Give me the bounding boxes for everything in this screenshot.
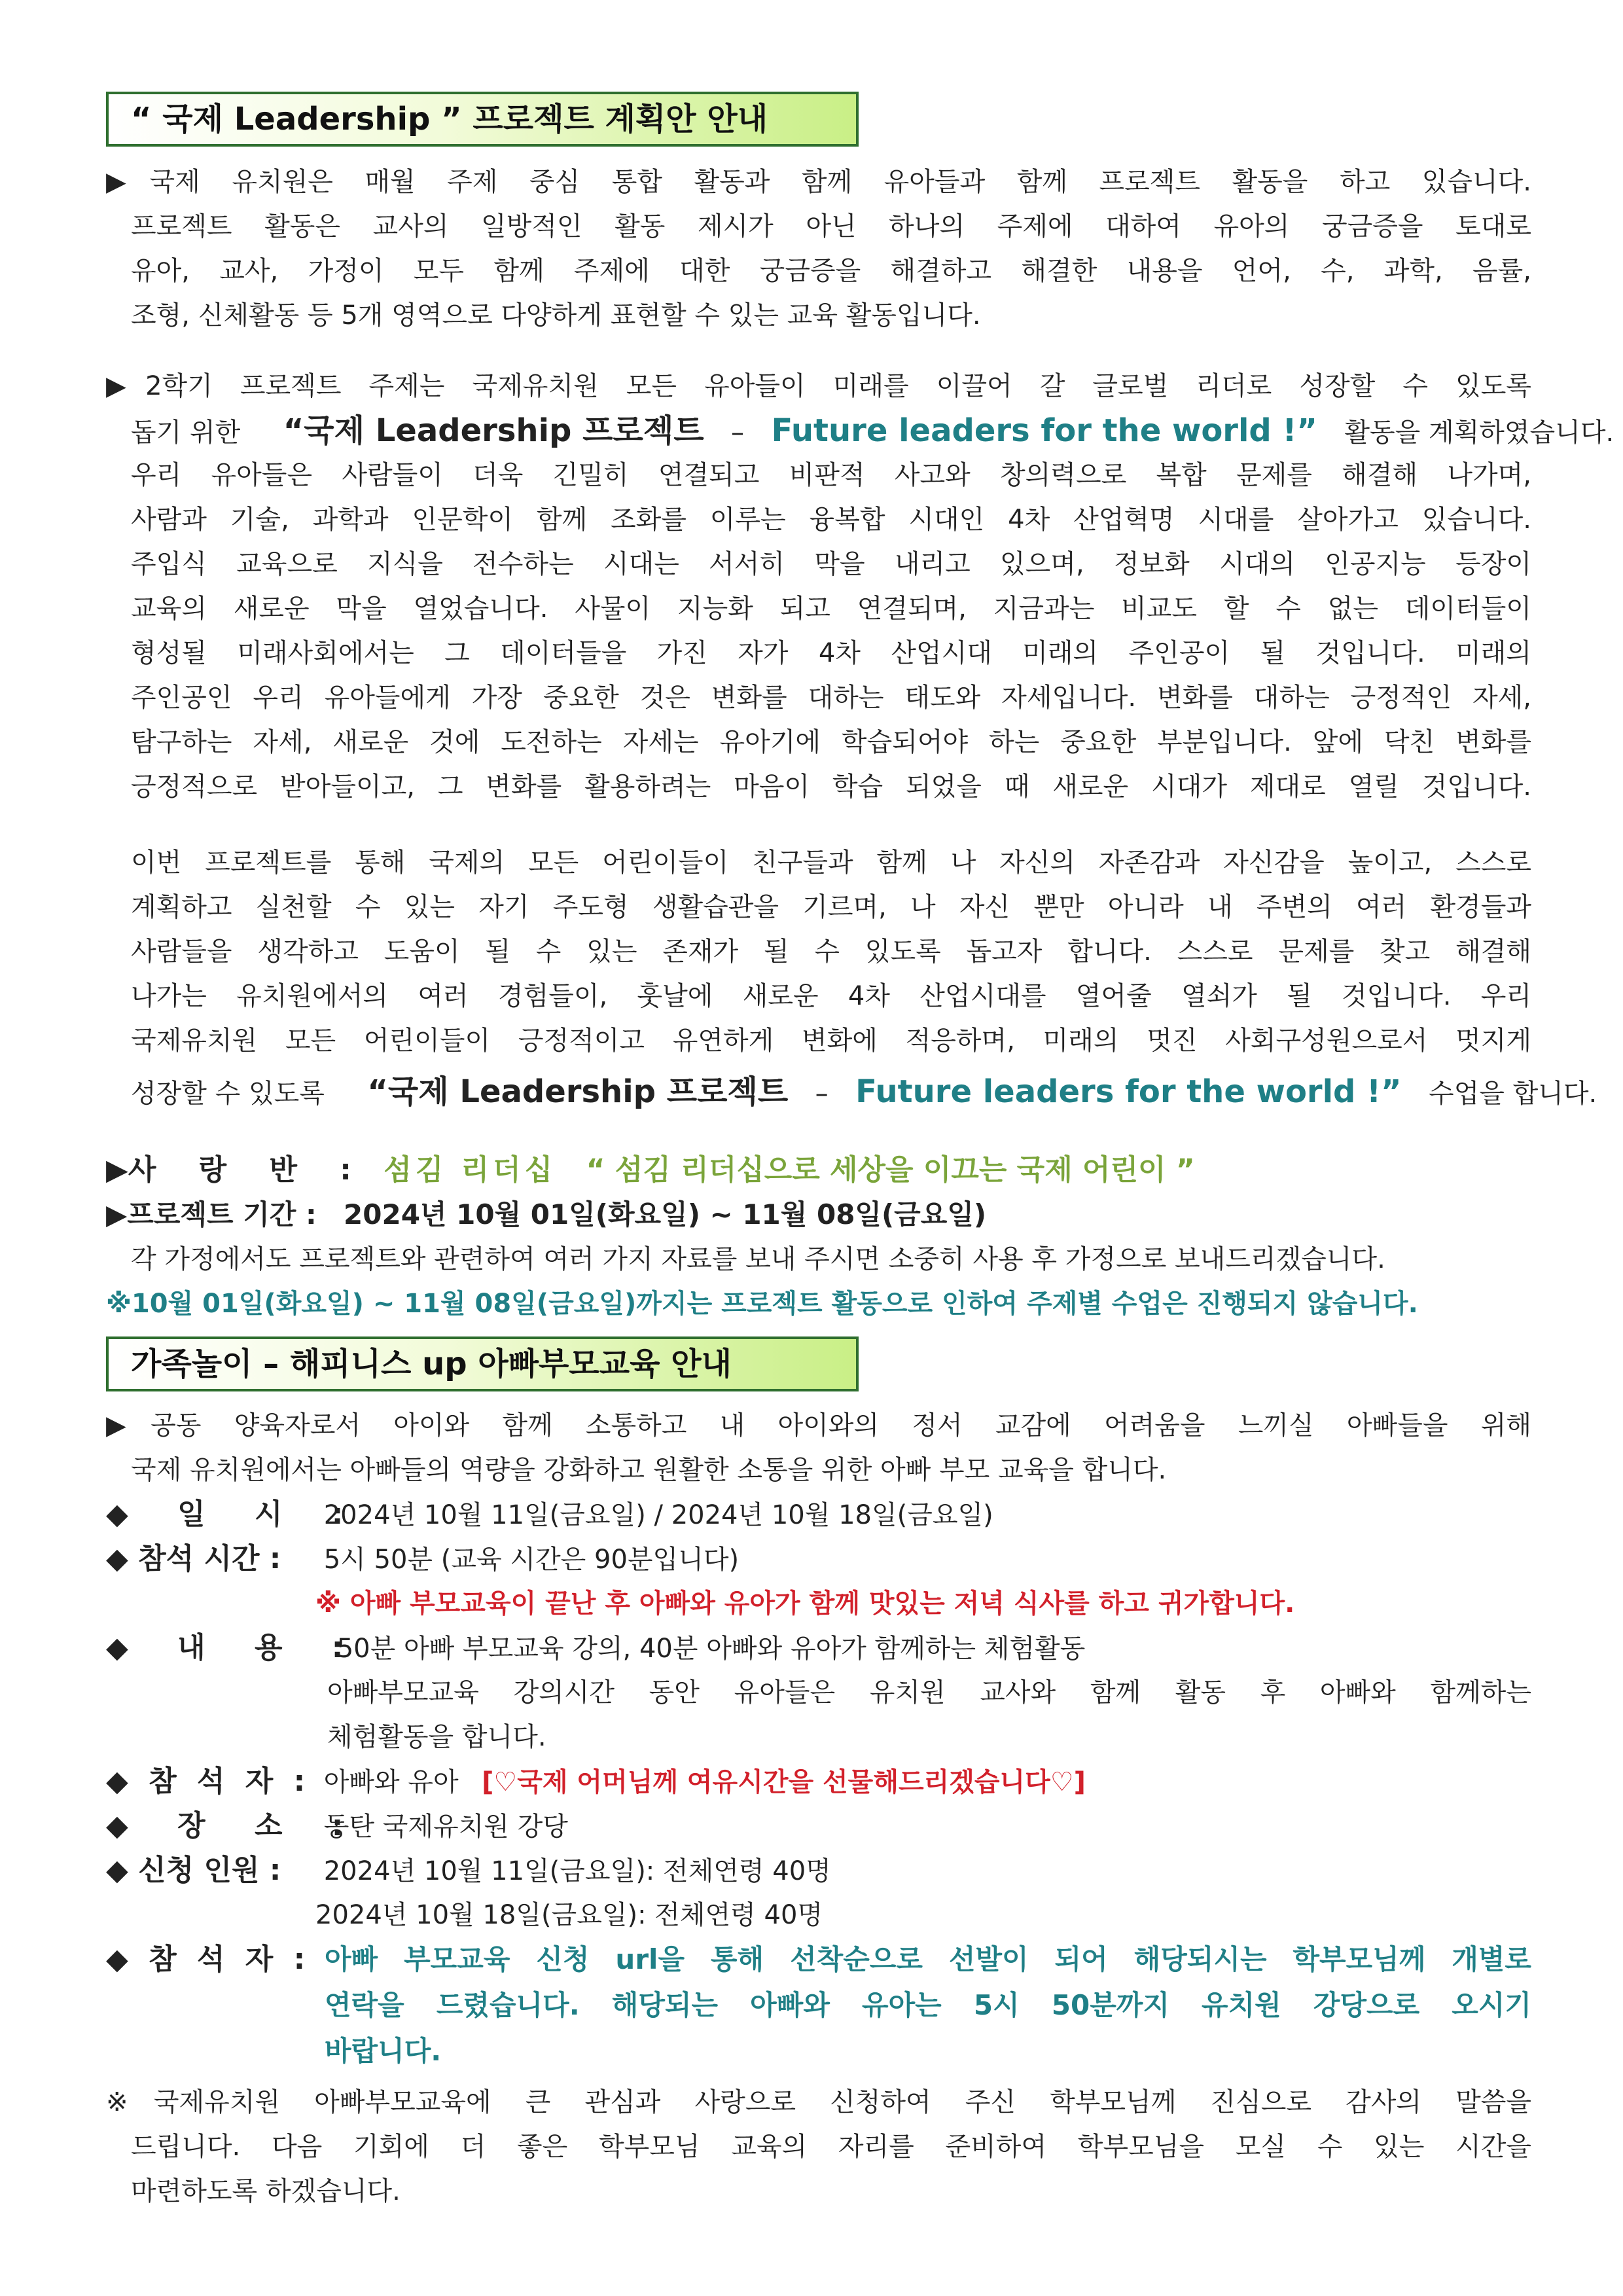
theme-slogan: Future leaders for the world !” <box>771 412 1317 449</box>
content-value: 50분 아빠 부모교육 강의, 40분 아빠와 유아가 함께하는 체험활동 <box>336 1634 1086 1664</box>
project-body2-line: 국제유치원 모든 어린이들이 긍정적이고 유연하게 변화에 적응하며, 미래의 멋진 사회구성원으로서 멋지게 <box>131 1026 1531 1056</box>
project-body-line: 우리 유아들은 사람들이 더욱 긴밀히 연결되고 비판적 사고와 창의력으로 복합 문제를 해결해 나가며, <box>131 460 1531 490</box>
notify-line: 바랍니다. <box>325 2035 442 2067</box>
project-body2-line: 이번 프로젝트를 통해 국제의 모든 어린이들이 친구들과 함께 나 자신의 자존감과 자신감을 높이고, 스스로 <box>131 848 1531 878</box>
time-label: ◆ 참석 시간 : <box>106 1542 281 1575</box>
project-request-line: 각 가정에서도 프로젝트와 관련하여 여러 가지 자료를 보내 주시면 소중히 사용 후 가정으로 보내드리겠습니다. <box>131 1244 1385 1274</box>
project-section-banner: “ 국제 Leadership ” 프로젝트 계획안 안내 <box>106 92 859 147</box>
attendee-value: 아빠와 유아 <box>323 1767 459 1797</box>
project-body-line: 주인공인 우리 유아들에게 가장 중요한 것은 변화를 대하는 태도와 자세입니다. 변화를 대하는 긍정적인 자세, <box>131 683 1531 713</box>
project-intro-line: 유아, 교사, 가정이 모두 함께 주제에 대한 궁금증을 해결하고 해결한 내용을 언어, 수, 과학, 음률, <box>131 256 1531 286</box>
date-label: ◆ 일 시 : <box>106 1498 344 1531</box>
project-intro-line: ▶국제 유치원은 매월 주제 중심 통합 활동과 함께 유아들과 함께 프로젝트 활동을 하고 있습니다. <box>106 167 1531 197</box>
attendee-label: ◆ 참 석 자 : <box>106 1765 311 1798</box>
project-body2-line: 사람들을 생각하고 도움이 될 수 있는 존재가 될 수 있도록 돕고자 합니다. 스스로 문제를 찾고 해결해 <box>131 937 1531 967</box>
place-value: 동탄 국제유치원 강당 <box>323 1812 568 1842</box>
class-info-line <box>106 1147 1531 1194</box>
project-notice-line: ※10월 01일(화요일) ~ 11월 08일(금요일)까지는 프로젝트 활동으로 인하여 주제별 수업은 진행되지 않습니다. <box>106 1289 1418 1319</box>
family-intro-line: 국제 유치원에서는 아빠들의 역량을 강화하고 원활한 소통을 위한 아빠 부모 교육을 합니다. <box>131 1455 1167 1485</box>
notify-label: ◆ 참 석 자 : <box>106 1943 311 1976</box>
theme-post-text: 활동을 계획하였습니다. <box>1344 418 1614 448</box>
notify-line: 아빠 부모교육 신청 url을 통해 선착순으로 선발이 되어 해당되시는 학부모님께 개별로 <box>325 1943 1531 1975</box>
closing-project-title: “국제 Leadership 프로젝트 <box>367 1073 789 1110</box>
content-line: 아빠부모교육 강의시간 동안 유아들은 유치원 교사와 함께 활동 후 아빠와 함께하는 <box>327 1677 1531 1708</box>
place-label: ◆ 장 소 : <box>106 1809 344 1842</box>
family-date-row <box>106 1492 1531 1537</box>
family-thanks-line: 마련하도록 하겠습니다. <box>131 2176 401 2206</box>
family-thanks-line: 드립니다. 다음 기회에 더 좋은 학부모님 교육의 자리를 준비하여 학부모님을 모실 수 있는 시간을 <box>131 2132 1531 2162</box>
period-label: ▶프로젝트 기간 : <box>106 1198 317 1230</box>
time-note: ※ 아빠 부모교육이 끝난 후 아빠와 유아가 함께 맛있는 저녁 식사를 하고 귀가합니다. <box>315 1588 1295 1619</box>
attendee-gift: [♡국제 어머님께 여유시간을 선물해드리겠습니다♡] <box>482 1767 1086 1797</box>
closing-dash: – <box>815 1079 829 1109</box>
capacity-label: ◆ 신청 인원 : <box>106 1854 281 1887</box>
project-body-line: 사람과 기술, 과학과 인문학이 함께 조화를 이루는 융복합 시대인 4차 산업혁명 시대를 살아가고 있습니다. <box>131 505 1531 535</box>
closing-post-text: 수업을 합니다. <box>1429 1079 1597 1109</box>
project-intro-line: 조형, 신체활동 등 5개 영역으로 다양하게 표현할 수 있는 교육 활동입니다. <box>131 300 981 331</box>
content-line: 체험활동을 합니다. <box>327 1722 546 1752</box>
family-capacity-row <box>106 1848 1531 1893</box>
family-attendee-row <box>106 1759 1531 1804</box>
theme-project-title: “국제 Leadership 프로젝트 <box>283 412 704 449</box>
family-content-row <box>106 1626 1531 1670</box>
project-body-line: 교육의 새로운 막을 열었습니다. 사물이 지능화 되고 연결되며, 지금과는 비교도 할 수 없는 데이터들이 <box>131 594 1531 624</box>
capacity-value: 2024년 10월 11일(금요일): 전체연령 40명 <box>323 1856 831 1886</box>
project-body2-line: 나가는 유치원에서의 여러 경험들이, 훗날에 새로운 4차 산업시대를 열어줄 열쇠가 될 것입니다. 우리 <box>131 981 1531 1011</box>
closing-slogan: Future leaders for the world !” <box>855 1073 1402 1110</box>
family-place-row <box>106 1804 1531 1848</box>
project-body-line: 긍정적으로 받아들이고, 그 변화를 활용하려는 마음이 학습 되었을 때 새로운 시대가 제대로 열릴 것입니다. <box>131 772 1531 802</box>
notify-line: 연락을 드렸습니다. 해당되는 아빠와 유아는 5시 50분까지 유치원 강당으로 오시기 <box>325 1989 1531 2021</box>
project-body-line: 탐구하는 자세, 새로운 것에 도전하는 자세는 유아기에 학습되어야 하는 중요한 부분입니다. 앞에 닥친 변화를 <box>131 727 1531 757</box>
project-closing-line <box>131 1067 1597 1117</box>
date-value: 2024년 10월 11일(금요일) / 2024년 10월 18일(금요일) <box>323 1500 993 1530</box>
project-body-line: 형성될 미래사회에서는 그 데이터들을 가진 자가 4차 산업시대 미래의 주인공이 될 것입니다. 미래의 <box>131 638 1531 668</box>
class-slogan: “ 섬김 리더십으로 세상을 이끄는 국제 어린이 ” <box>586 1153 1195 1187</box>
project-theme-line: ▶2학기 프로젝트 주제는 국제유치원 모든 유아들이 미래를 이끌어 갈 글로벌 리더로 성장할 수 있도록 <box>106 371 1531 401</box>
family-thanks-line: ※국제유치원 아빠부모교육에 큰 관심과 사랑으로 신청하여 주신 학부모님께 진심으로 감사의 말씀을 <box>106 2087 1531 2117</box>
closing-pre-text: 성장할 수 있도록 <box>131 1079 325 1109</box>
family-intro-line: ▶공동 양육자로서 아이와 함께 소통하고 내 아이와의 정서 교감에 어려움을 느끼실 아빠들을 위해 <box>106 1410 1531 1441</box>
family-time-row <box>106 1537 1531 1581</box>
time-value: 5시 50분 (교육 시간은 90분입니다) <box>323 1545 740 1575</box>
project-body2-line: 계획하고 실천할 수 있는 자기 주도형 생활습관을 기르며, 나 자신 뿐만 아니라 내 주변의 여러 환경들과 <box>131 892 1531 922</box>
theme-pre-text: 돕기 위한 <box>131 418 241 448</box>
project-theme-title-line <box>131 408 1614 453</box>
capacity-line: 2024년 10월 18일(금요일): 전체연령 40명 <box>315 1900 823 1930</box>
class-theme: 섬김 리더십 <box>383 1153 557 1187</box>
content-label: ◆ 내 용 : <box>106 1631 344 1664</box>
class-label: ▶사 랑 반 : <box>106 1153 351 1187</box>
family-section-banner: 가족놀이 – 해피니스 up 아빠부모교육 안내 <box>106 1336 859 1391</box>
period-value: 2024년 10월 01일(화요일) ~ 11월 08일(금요일) <box>344 1198 987 1230</box>
project-body-line: 주입식 교육으로 지식을 전수하는 시대는 서서히 막을 내리고 있으며, 정보화 시대의 인공지능 등장이 <box>131 549 1531 579</box>
theme-dash: – <box>731 418 745 448</box>
project-period-line <box>106 1193 1531 1237</box>
project-intro-line: 프로젝트 활동은 교사의 일방적인 활동 제시가 아닌 하나의 주제에 대하여 유아의 궁금증을 토대로 <box>131 211 1531 242</box>
